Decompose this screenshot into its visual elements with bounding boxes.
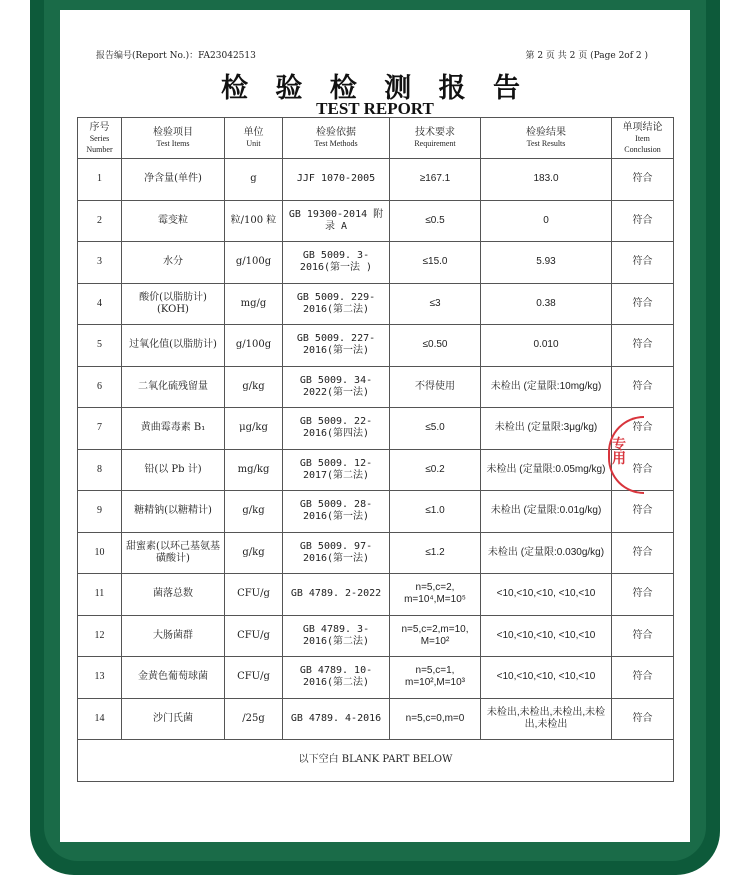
unit: g/100g bbox=[225, 242, 283, 284]
requirement: ≤0.50 bbox=[390, 325, 481, 367]
table-header-row bbox=[78, 118, 674, 159]
test-result: 未检出 (定量限:0.05mg/kg) bbox=[481, 449, 612, 491]
unit: g/kg bbox=[225, 366, 283, 408]
test-method: GB 5009. 22-2016(第四法) bbox=[283, 408, 390, 450]
test-method: GB 4789. 4-2016 bbox=[283, 698, 390, 740]
table-row bbox=[78, 159, 674, 201]
row-number: 1 bbox=[78, 159, 122, 201]
unit: μg/kg bbox=[225, 408, 283, 450]
conclusion: 符合 bbox=[612, 615, 674, 657]
row-number: 3 bbox=[78, 242, 122, 284]
test-item: 黄曲霉毒素 B₁ bbox=[122, 408, 225, 450]
row-number: 13 bbox=[78, 657, 122, 699]
test-result: 183.0 bbox=[481, 159, 612, 201]
row-number: 11 bbox=[78, 574, 122, 616]
test-method: JJF 1070-2005 bbox=[283, 159, 390, 201]
unit: g/kg bbox=[225, 532, 283, 574]
page-indicator: 第 2 页 共 2 页 (Page 2of 2 ) bbox=[525, 51, 648, 61]
row-number: 10 bbox=[78, 532, 122, 574]
requirement: ≤1.2 bbox=[390, 532, 481, 574]
test-method: GB 5009. 28-2016(第一法) bbox=[283, 491, 390, 533]
requirement: ≤1.0 bbox=[390, 491, 481, 533]
row-number: 9 bbox=[78, 491, 122, 533]
conclusion: 符合 bbox=[612, 698, 674, 740]
row-number: 2 bbox=[78, 200, 122, 242]
requirement: ≤0.5 bbox=[390, 200, 481, 242]
results-table bbox=[77, 117, 674, 782]
conclusion: 符合 bbox=[612, 574, 674, 616]
test-method: GB 5009. 34-2022(第一法) bbox=[283, 366, 390, 408]
unit: g/100g bbox=[225, 325, 283, 367]
header-test-methods: 检验依据 Test Methods bbox=[283, 118, 390, 159]
test-item: 水分 bbox=[122, 242, 225, 284]
row-number: 4 bbox=[78, 283, 122, 325]
conclusion: 符合 bbox=[612, 325, 674, 367]
unit: g bbox=[225, 159, 283, 201]
test-item: 金黄色葡萄球菌 bbox=[122, 657, 225, 699]
requirement: ≥167.1 bbox=[390, 159, 481, 201]
test-result: 0.010 bbox=[481, 325, 612, 367]
unit: 粒/100 粒 bbox=[225, 200, 283, 242]
test-item: 酸价(以脂肪计)(KOH) bbox=[122, 283, 225, 325]
test-item: 二氧化硫残留量 bbox=[122, 366, 225, 408]
test-method: GB 5009. 97-2016(第一法) bbox=[283, 532, 390, 574]
test-item: 甜蜜素(以环己基氨基磺酸计) bbox=[122, 532, 225, 574]
test-result: <10,<10,<10, <10,<10 bbox=[481, 574, 612, 616]
test-method: GB 4789. 10-2016(第二法) bbox=[283, 657, 390, 699]
test-item: 霉变粒 bbox=[122, 200, 225, 242]
report-page bbox=[60, 10, 690, 842]
test-result: 5.93 bbox=[481, 242, 612, 284]
test-method: GB 5009. 227-2016(第一法) bbox=[283, 325, 390, 367]
unit: CFU/g bbox=[225, 615, 283, 657]
requirement: n=5,c=2, m=10⁴,M=10⁵ bbox=[390, 574, 481, 616]
requirement: n=5,c=1, m=10²,M=10³ bbox=[390, 657, 481, 699]
conclusion: 符合 bbox=[612, 200, 674, 242]
test-method: GB 5009. 229-2016(第二法) bbox=[283, 283, 390, 325]
requirement: ≤3 bbox=[390, 283, 481, 325]
conclusion: 符合 bbox=[612, 283, 674, 325]
table-row bbox=[78, 532, 674, 574]
test-method: GB 5009. 3-2016(第一法 ) bbox=[283, 242, 390, 284]
test-item: 铅(以 Pb 计) bbox=[122, 449, 225, 491]
row-number: 5 bbox=[78, 325, 122, 367]
conclusion: 符合 bbox=[612, 491, 674, 533]
test-result: <10,<10,<10, <10,<10 bbox=[481, 657, 612, 699]
table-row bbox=[78, 615, 674, 657]
conclusion: 符合 bbox=[612, 242, 674, 284]
table-row bbox=[78, 325, 674, 367]
blank-part-note: 以下空白 BLANK PART BELOW bbox=[78, 740, 674, 782]
header-series: 序号 Series Number bbox=[78, 118, 122, 159]
report-title-en: TEST REPORT bbox=[316, 99, 434, 118]
header-conclusion: 单项结论 Item Conclusion bbox=[612, 118, 674, 159]
test-item: 菌落总数 bbox=[122, 574, 225, 616]
test-method: GB 5009. 12-2017(第二法) bbox=[283, 449, 390, 491]
row-number: 8 bbox=[78, 449, 122, 491]
blank-row bbox=[78, 740, 674, 782]
conclusion: 符合 bbox=[612, 366, 674, 408]
requirement: ≤15.0 bbox=[390, 242, 481, 284]
test-result: <10,<10,<10, <10,<10 bbox=[481, 615, 612, 657]
test-result: 未检出 (定量限:10mg/kg) bbox=[481, 366, 612, 408]
test-item: 大肠菌群 bbox=[122, 615, 225, 657]
header-test-results: 检验结果 Test Results bbox=[481, 118, 612, 159]
report-title-cn: 检 验 检 测 报 告 bbox=[221, 73, 529, 104]
test-item: 过氧化值(以脂肪计) bbox=[122, 325, 225, 367]
conclusion: 符合 bbox=[612, 159, 674, 201]
conclusion: 符合 bbox=[612, 408, 674, 450]
unit: g/kg bbox=[225, 491, 283, 533]
requirement: ≤0.2 bbox=[390, 449, 481, 491]
table-row bbox=[78, 657, 674, 699]
test-result: 未检出,未检出,未检出,未检出,未检出 bbox=[481, 698, 612, 740]
test-method: GB 19300-2014 附录 A bbox=[283, 200, 390, 242]
test-method: GB 4789. 3-2016(第二法) bbox=[283, 615, 390, 657]
row-number: 14 bbox=[78, 698, 122, 740]
unit: /25g bbox=[225, 698, 283, 740]
table-row bbox=[78, 408, 674, 450]
test-method: GB 4789. 2-2022 bbox=[283, 574, 390, 616]
row-number: 6 bbox=[78, 366, 122, 408]
header-test-items: 检验项目 Test Items bbox=[122, 118, 225, 159]
row-number: 7 bbox=[78, 408, 122, 450]
test-item: 沙门氏菌 bbox=[122, 698, 225, 740]
unit: CFU/g bbox=[225, 574, 283, 616]
table-row bbox=[78, 698, 674, 740]
table-row bbox=[78, 449, 674, 491]
test-result: 未检出 (定量限:0.01g/kg) bbox=[481, 491, 612, 533]
test-result: 0 bbox=[481, 200, 612, 242]
unit: mg/g bbox=[225, 283, 283, 325]
requirement: ≤5.0 bbox=[390, 408, 481, 450]
table-row bbox=[78, 366, 674, 408]
conclusion: 符合 bbox=[612, 657, 674, 699]
requirement: n=5,c=2,m=10, M=10² bbox=[390, 615, 481, 657]
header-requirement: 技术要求 Requirement bbox=[390, 118, 481, 159]
table-row bbox=[78, 491, 674, 533]
conclusion: 符合 bbox=[612, 532, 674, 574]
requirement: n=5,c=0,m=0 bbox=[390, 698, 481, 740]
header-unit: 单位 Unit bbox=[225, 118, 283, 159]
test-item: 净含量(单件) bbox=[122, 159, 225, 201]
test-result: 未检出 (定量限:3μg/kg) bbox=[481, 408, 612, 450]
test-result: 0.38 bbox=[481, 283, 612, 325]
test-item: 糖精钠(以糖精计) bbox=[122, 491, 225, 533]
seal-text: 专用 bbox=[612, 437, 626, 467]
table-row bbox=[78, 283, 674, 325]
conclusion: 符合 bbox=[612, 449, 674, 491]
report-number: 报告编号(Report No.)：FA23042513 bbox=[96, 51, 256, 61]
table-row bbox=[78, 242, 674, 284]
test-result: 未检出 (定量限:0.030g/kg) bbox=[481, 532, 612, 574]
unit: CFU/g bbox=[225, 657, 283, 699]
unit: mg/kg bbox=[225, 449, 283, 491]
row-number: 12 bbox=[78, 615, 122, 657]
table-row bbox=[78, 574, 674, 616]
table-row bbox=[78, 200, 674, 242]
requirement: 不得使用 bbox=[390, 366, 481, 408]
